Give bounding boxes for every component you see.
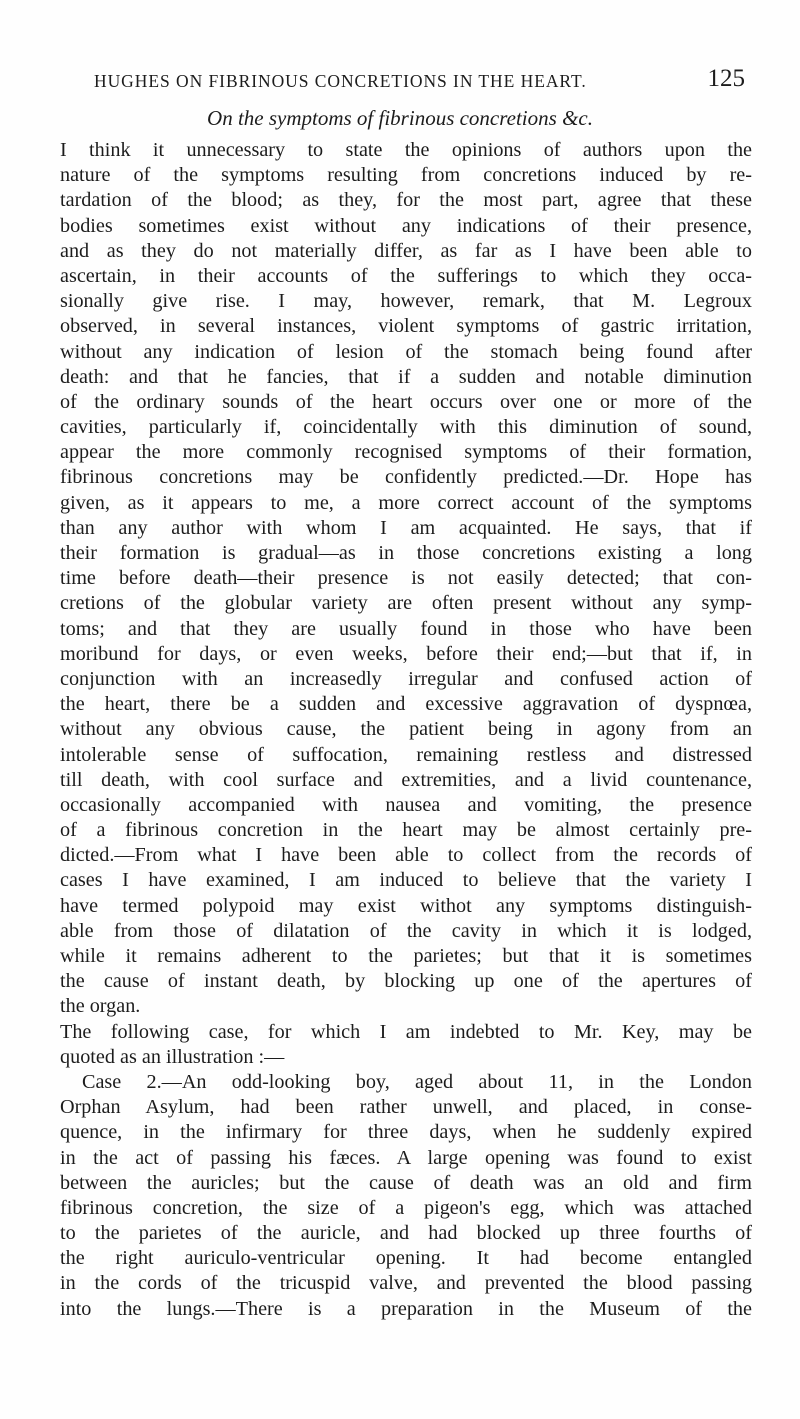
page-number: 125 [707, 65, 745, 92]
text-line: the heart, there be a sudden and excessive aggravation of dyspnœa, [60, 693, 752, 716]
text-line: cretions of the globular variety are often present without any symp- [60, 592, 752, 615]
text-line: observed, in several instances, violent symptoms of gastric irritation, [60, 315, 752, 338]
text-line: fibrinous concretion, the size of a pigeon's egg, which was attached [60, 1196, 752, 1219]
text-line: able from those of dilatation of the cavity in which it is lodged, [60, 919, 752, 942]
text-line: I think it unnecessary to state the opinions of authors upon the [60, 139, 752, 161]
text-line: dicted.—From what I have been able to collect from the records of [60, 844, 752, 867]
text-line: than any author with whom I am acquainted. He says, that if [60, 516, 752, 539]
running-title: HUGHES ON FIBRINOUS CONCRETIONS IN THE HEART. [94, 71, 587, 91]
text-line: the right auriculo-ventricular opening. It had become entangled [60, 1247, 752, 1270]
text-line: quoted as an illustration :— [60, 1045, 285, 1068]
text-line: ascertain, in their accounts of the sufferings to which they occa- [60, 264, 752, 287]
text-line: in the cords of the tricuspid valve, and prevented the blood passing [60, 1272, 752, 1295]
running-head [0, 66, 800, 96]
text-line: till death, with cool surface and extremities, and a livid countenance, [60, 768, 752, 791]
text-line: fibrinous concretions may be confidently predicted.—Dr. Hope has [60, 466, 752, 489]
text-line: toms; and that they are usually found in those who have been [60, 617, 752, 640]
text-line: nature of the symptoms resulting from concretions induced by re- [60, 164, 752, 187]
body-text [60, 138, 752, 1322]
text-line: cases I have examined, I am induced to believe that the variety I [60, 869, 752, 892]
text-line: occasionally accompanied with nausea and vomiting, the presence [60, 793, 752, 816]
text-line: given, as it appears to me, a more correct account of the symptoms [60, 491, 752, 514]
section-heading: On the symptoms of fibrinous concretions &c. [207, 106, 593, 130]
text-line: sionally give rise. I may, however, remark, that M. Legroux [60, 290, 752, 313]
text-line: in the act of passing his fæces. A large opening was found to exist [60, 1146, 752, 1169]
text-line: intolerable sense of suffocation, remaining restless and distressed [60, 743, 752, 766]
text-line: bodies sometimes exist without any indications of their presence, [60, 214, 752, 237]
text-line: appear the more commonly recognised symptoms of their formation, [60, 441, 752, 464]
text-line: time before death—their presence is not easily detected; that con- [60, 567, 752, 590]
text-line: conjunction with an increasedly irregular and confused action of [60, 667, 752, 690]
text-line: of the ordinary sounds of the heart occurs over one or more of the [60, 390, 752, 413]
text-line: the cause of instant death, by blocking up one of the apertures of [60, 970, 752, 993]
text-line: into the lungs.—There is a preparation in the Museum of the [60, 1297, 752, 1320]
text-line: their formation is gradual—as in those concretions existing a long [60, 542, 752, 564]
text-line: have termed polypoid may exist withot any symptoms distinguish- [60, 894, 752, 917]
text-line: quence, in the infirmary for three days, when he suddenly expired [60, 1121, 752, 1144]
text-line: Case 2.—An odd-looking boy, aged about 11, in the London [82, 1070, 752, 1093]
text-line: and as they do not materially differ, as far as I have been able to [60, 239, 752, 262]
text-line: Orphan Asylum, had been rather unwell, and placed, in conse- [60, 1096, 752, 1119]
text-line: cavities, particularly if, coincidentally with this diminution of sound, [60, 416, 752, 439]
text-line: to the parietes of the auricle, and had blocked up three fourths of [60, 1222, 752, 1245]
text-line: the organ. [60, 995, 141, 1018]
text-line: between the auricles; but the cause of death was an old and firm [60, 1171, 752, 1194]
text-line: of a fibrinous concretion in the heart may be almost certainly pre- [60, 819, 752, 842]
text-line: The following case, for which I am indebted to Mr. Key, may be [60, 1020, 752, 1043]
text-line: without any indication of lesion of the stomach being found after [60, 340, 752, 363]
text-line: moribund for days, or even weeks, before their end;—but that if, in [60, 642, 752, 665]
text-line: tardation of the blood; as they, for the most part, agree that these [60, 189, 752, 212]
text-line: while it remains adherent to the parietes; but that it is sometimes [60, 945, 752, 967]
text-line: without any obvious cause, the patient being in agony from an [60, 718, 752, 741]
text-line: death: and that he fancies, that if a sudden and notable diminution [60, 365, 752, 388]
